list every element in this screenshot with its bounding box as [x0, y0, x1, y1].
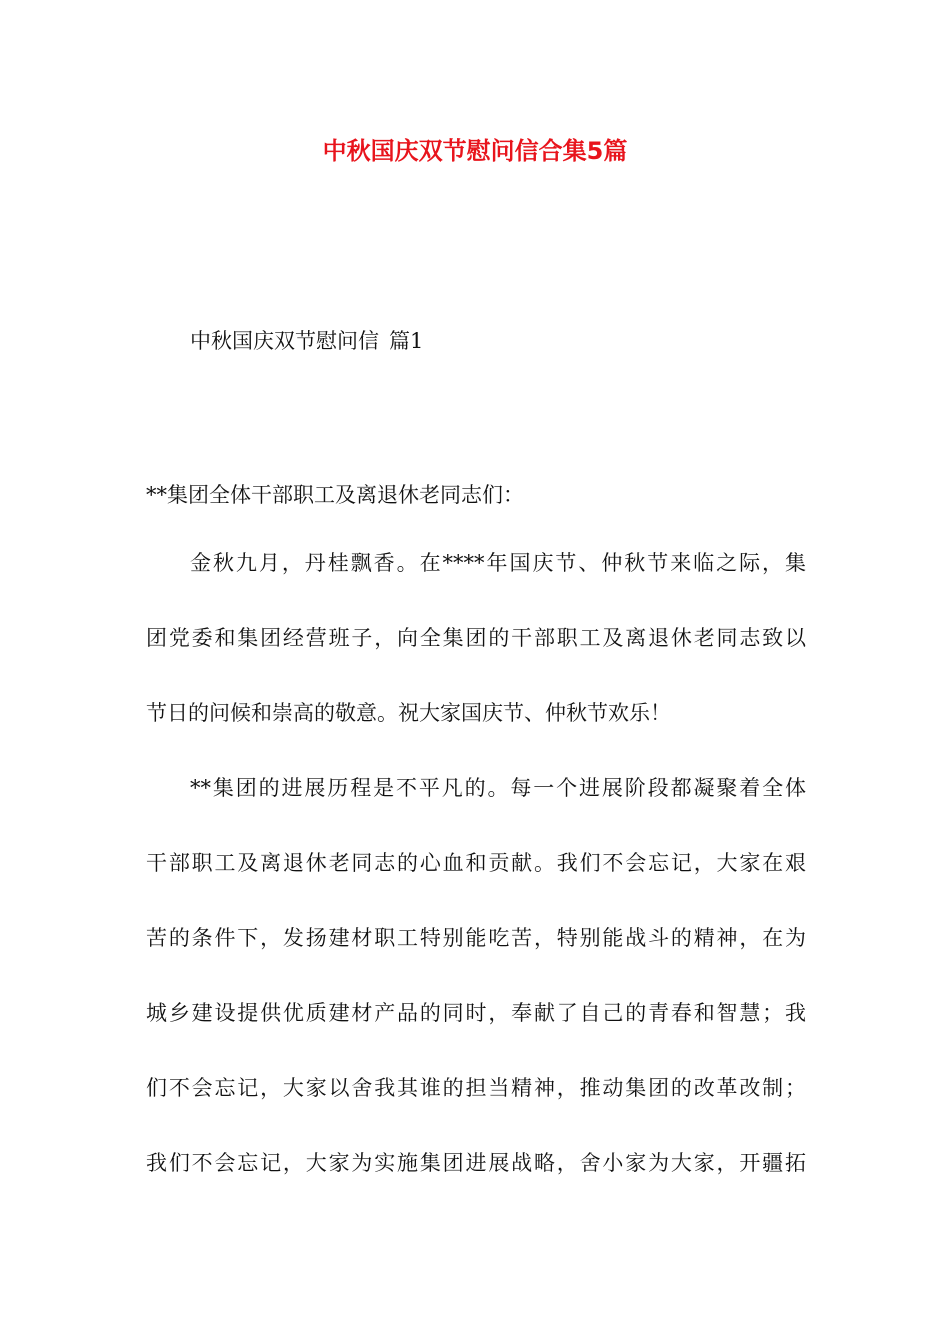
paragraph-line: 金秋九月，丹桂飘香。在****年国庆节、仲秋节来临之际，集 [190, 551, 806, 575]
paragraph-line: 我们不会忘记，大家为实施集团进展战略，舍小家为大家，开疆拓 [146, 1151, 806, 1175]
section-heading-number: 篇1 [389, 329, 424, 353]
section-heading [190, 326, 423, 356]
paragraph-line: 苦的条件下，发扬建材职工特别能吃苦，特别能战斗的精神，在为 [146, 926, 806, 950]
salutation: **集团全体干部职工及离退休老同志们： [146, 483, 524, 507]
paragraph-line: **集团的进展历程是不平凡的。每一个进展阶段都凝聚着全体 [190, 776, 806, 800]
paragraph-line: 们不会忘记，大家以舍我其谁的担当精神，推动集团的改革改制； [146, 1076, 806, 1100]
paragraph-line: 节日的问候和崇高的敬意。祝大家国庆节、仲秋节欢乐！ [146, 701, 671, 725]
paragraph-line: 干部职工及离退休老同志的心血和贡献。我们不会忘记，大家在艰 [146, 851, 806, 875]
paragraph-line: 城乡建设提供优质建材产品的同时，奉献了自己的青春和智慧；我 [146, 1001, 806, 1025]
paragraph-line: 团党委和集团经营班子，向全集团的干部职工及离退休老同志致以 [146, 626, 806, 650]
section-heading-text: 中秋国庆双节慰问信 [190, 329, 379, 353]
document-title: 中秋国庆双节慰问信合集5篇 [322, 137, 628, 165]
